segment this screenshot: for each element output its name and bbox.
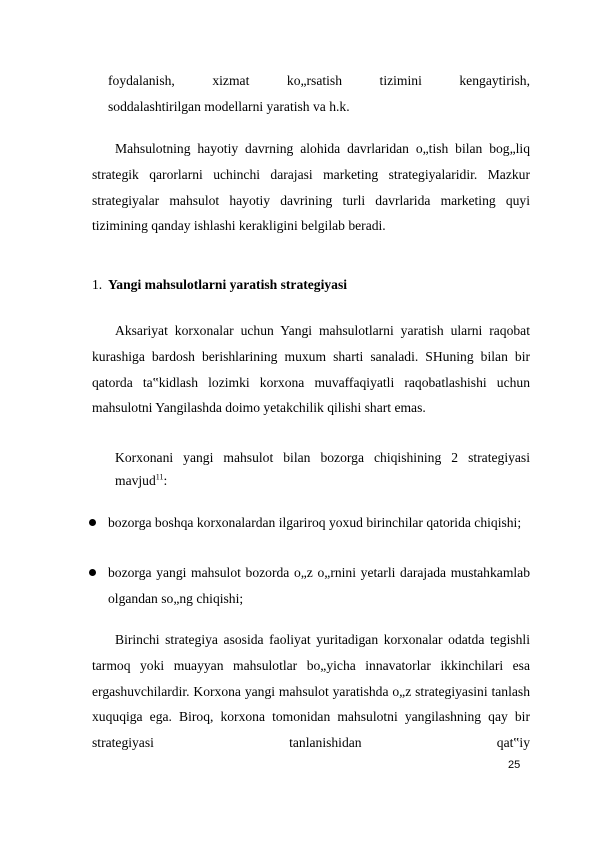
bullet-icon [89,519,96,526]
intro-paragraph [108,68,530,120]
strategies-intro-colon: : [163,473,168,488]
strategies-intro-text: Korxonani yangi mahsulot bilan bozorga chiqishining 2 strategiyasi mavjud [115,450,530,488]
bullet-item-2: bozorga yangi mahsulot bozorda o„z o„rnini yetarli darajada mustahkamlab olgandan so„ng chiqishi; [108,565,530,606]
bullet-icon [89,569,96,576]
intro-line-1: foydalanish, xizmat ko„rsatish tizimini kengaytirish, [108,73,530,88]
section-title: Yangi mahsulotlarni yaratish strategiyasi [108,277,348,292]
section-number: 1. [92,277,103,292]
bullet-item-1: bozorga boshqa korxonalardan ilgariroq yoxud birinchilar qatorida chiqishi; [108,515,522,530]
strategies-intro-paragraph [115,446,530,492]
footnote-ref: 11 [155,472,164,482]
intro-line-2: soddalashtirilgan modellarni yaratish va h.k. [108,98,350,114]
lifecycle-paragraph: Mahsulotning hayotiy davrning alohida davrlaridan o„tish bilan bog„liq strategik qarorlarni uchinchi darajasi marketing strategiyalaridir. Mazkur strategiyalar mahsulot hayotiy davrining turli davrlarida marketing quyi tizimining qanday ishlashi kerakligini belgilab beradi. [92,141,530,234]
first-strategy-paragraph: Birinchi strategiya asosida faoliyat yuritadigan korxonalar odatda tegishli tarmoq yoki muayyan mahsulotlar bo„yicha innavatorlar ikkinchilari esa ergashuvchilardir. Korxona yangi mahsulot yaratishda o„z strategiyasini tanlash xuquqiga ega. Biroq, korxona tomonidan mahsulotni yangilashning qay bir strategiyasi tanlanishidan qat‟iy [92,632,530,751]
page-number: 25 [508,759,521,771]
competition-paragraph: Aksariyat korxonalar uchun Yangi mahsulotlarni yaratish ularni raqobat kurashiga bardosh berishlarining muxum sharti sanaladi. SHuning bilan bir qatorda ta‟kidlash lozimki korxona muvaffaqiyatli raqobatlashishi uchun mahsulotni Yangilashda doimo yetakchilik qilishi shart emas. [92,323,530,416]
